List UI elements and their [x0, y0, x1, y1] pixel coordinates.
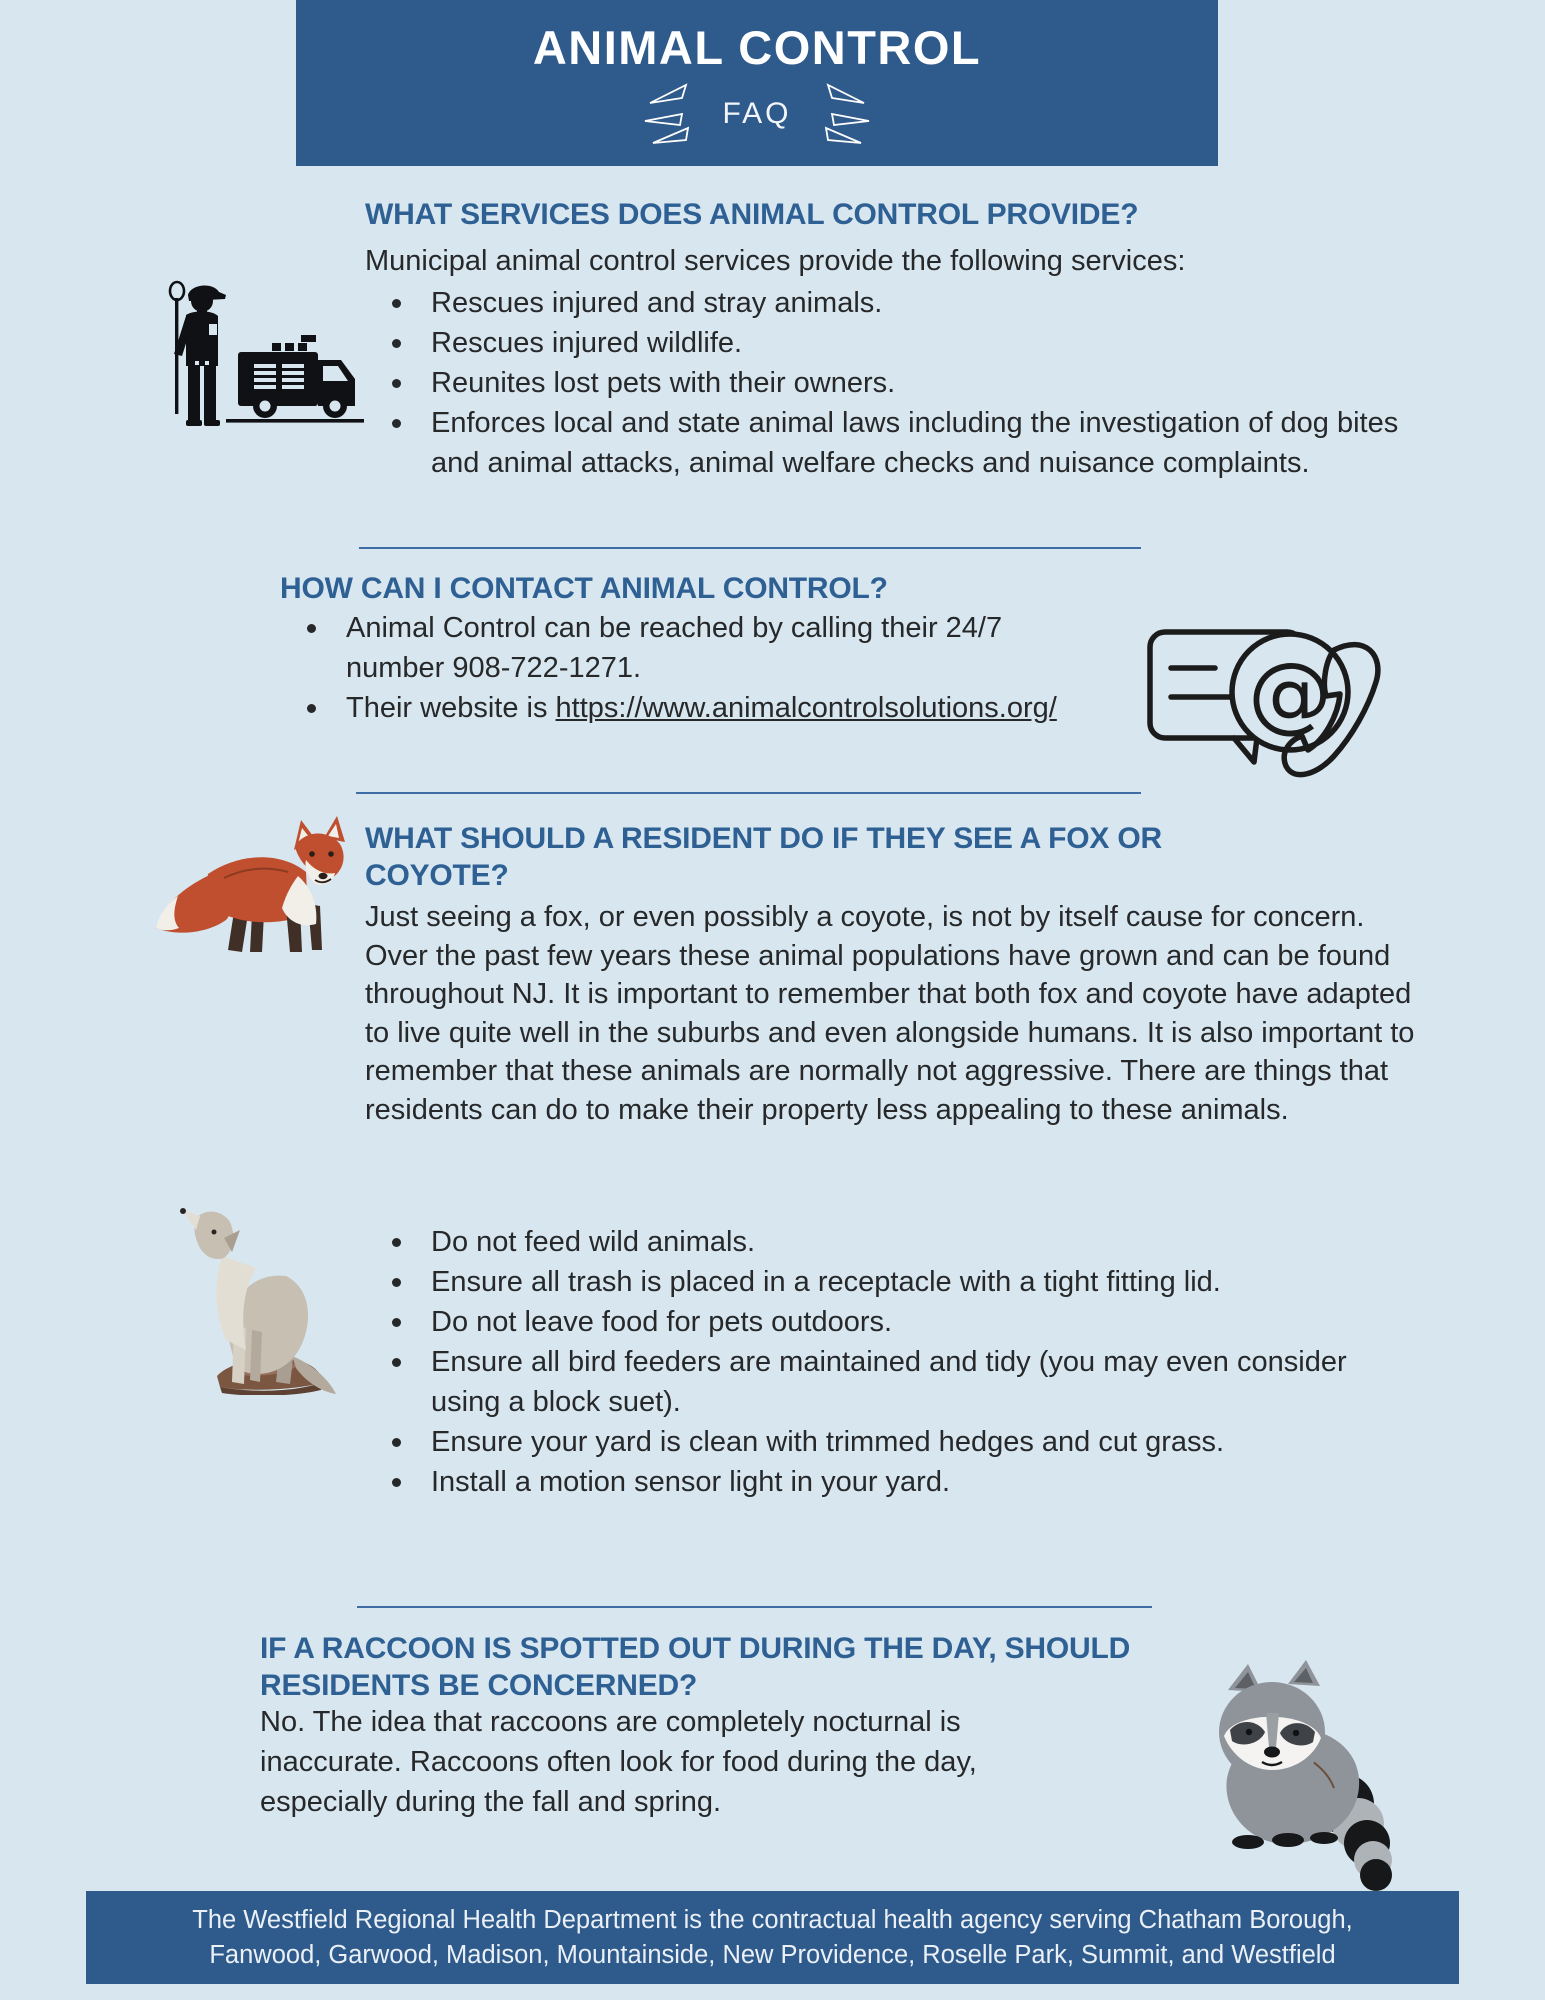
list-item: Do not feed wild animals. [365, 1222, 1395, 1262]
list-item: Ensure all bird feeders are maintained and tidy (you may even consider using a block suet). [365, 1342, 1395, 1422]
section-heading-contact: HOW CAN I CONTACT ANIMAL CONTROL? [280, 572, 888, 605]
list-item: Ensure your yard is clean with trimmed hedges and cut grass. [365, 1422, 1395, 1462]
header-band [296, 0, 1218, 166]
list-item: Enforces local and state animal laws including the investigation of dog bites and animal attacks, animal welfare checks and nuisance complaints. [365, 403, 1410, 483]
section-divider [357, 1606, 1152, 1608]
section-heading-services: WHAT SERVICES DOES ANIMAL CONTROL PROVIDE? [365, 198, 1139, 231]
website-label: Their website is [346, 692, 548, 724]
services-intro: Municipal animal control services provide the following services: [365, 245, 1186, 277]
phone-email-message-icon [1138, 598, 1390, 793]
section-divider [356, 792, 1141, 794]
section-divider [359, 547, 1141, 549]
section-heading-raccoon: IF A RACCOON IS SPOTTED OUT DURING THE DAY, SHOULD RESIDENTS BE CONCERNED? [260, 1632, 1131, 1702]
fox-coyote-list [365, 1222, 1395, 1502]
faq-subtitle: FAQ [722, 97, 792, 130]
raccoon-illustration [1172, 1656, 1407, 1899]
footer-text: The Westfield Regional Health Department is the contractual health agency serving Chatham Borough, Fanwood, Garwood, Madison, Mountainside, New Providence, Roselle Park, Summit, and Westfield [192, 1905, 1353, 1969]
fox-coyote-paragraph: Just seeing a fox, or even possibly a coyote, is not by itself cause for concern. Over the past few years these animal populations have grown and can be found throughout NJ. It is important to remember that both fox and coyote have adapted to live quite well in the suburbs and even alongside humans. It is also important to remember that these animals are normally not aggressive. There are things that residents can do to make their property less appealing to these animals. [365, 901, 1415, 1126]
list-item: Do not leave food for pets outdoors. [365, 1302, 1395, 1342]
list-item [280, 688, 1095, 728]
contact-list [280, 608, 1095, 728]
emphasis-sparkle-right-icon [818, 83, 870, 145]
emphasis-sparkle-left-icon [644, 83, 696, 145]
page-title: ANIMAL CONTROL [532, 21, 982, 74]
faq-row [296, 83, 1218, 145]
website-link[interactable]: https://www.animalcontrolsolutions.org/ [555, 692, 1057, 724]
footer-band [86, 1891, 1459, 1984]
list-item: Rescues injured wildlife. [365, 323, 1410, 363]
list-item: Animal Control can be reached by calling their 24/7 number 908-722-1271. [280, 608, 1095, 688]
list-item: Install a motion sensor light in your yard. [365, 1462, 1395, 1502]
list-item: Rescues injured and stray animals. [365, 283, 1410, 323]
services-list [365, 283, 1410, 483]
raccoon-paragraph: No. The idea that raccoons are completely nocturnal is inaccurate. Raccoons often look for food during the day, especially during the fall and spring. [260, 1706, 977, 1818]
animal-control-officer-truck-icon [168, 280, 373, 437]
list-item: Ensure all trash is placed in a receptacle with a tight fitting lid. [365, 1262, 1395, 1302]
fox-illustration [148, 814, 366, 967]
list-item: Reunites lost pets with their owners. [365, 363, 1410, 403]
section-heading-fox-coyote: WHAT SHOULD A RESIDENT DO IF THEY SEE A FOX OR COYOTE? [365, 822, 1162, 892]
svg-text:@: @ [1248, 644, 1332, 742]
howling-coyote-illustration [172, 1198, 357, 1400]
